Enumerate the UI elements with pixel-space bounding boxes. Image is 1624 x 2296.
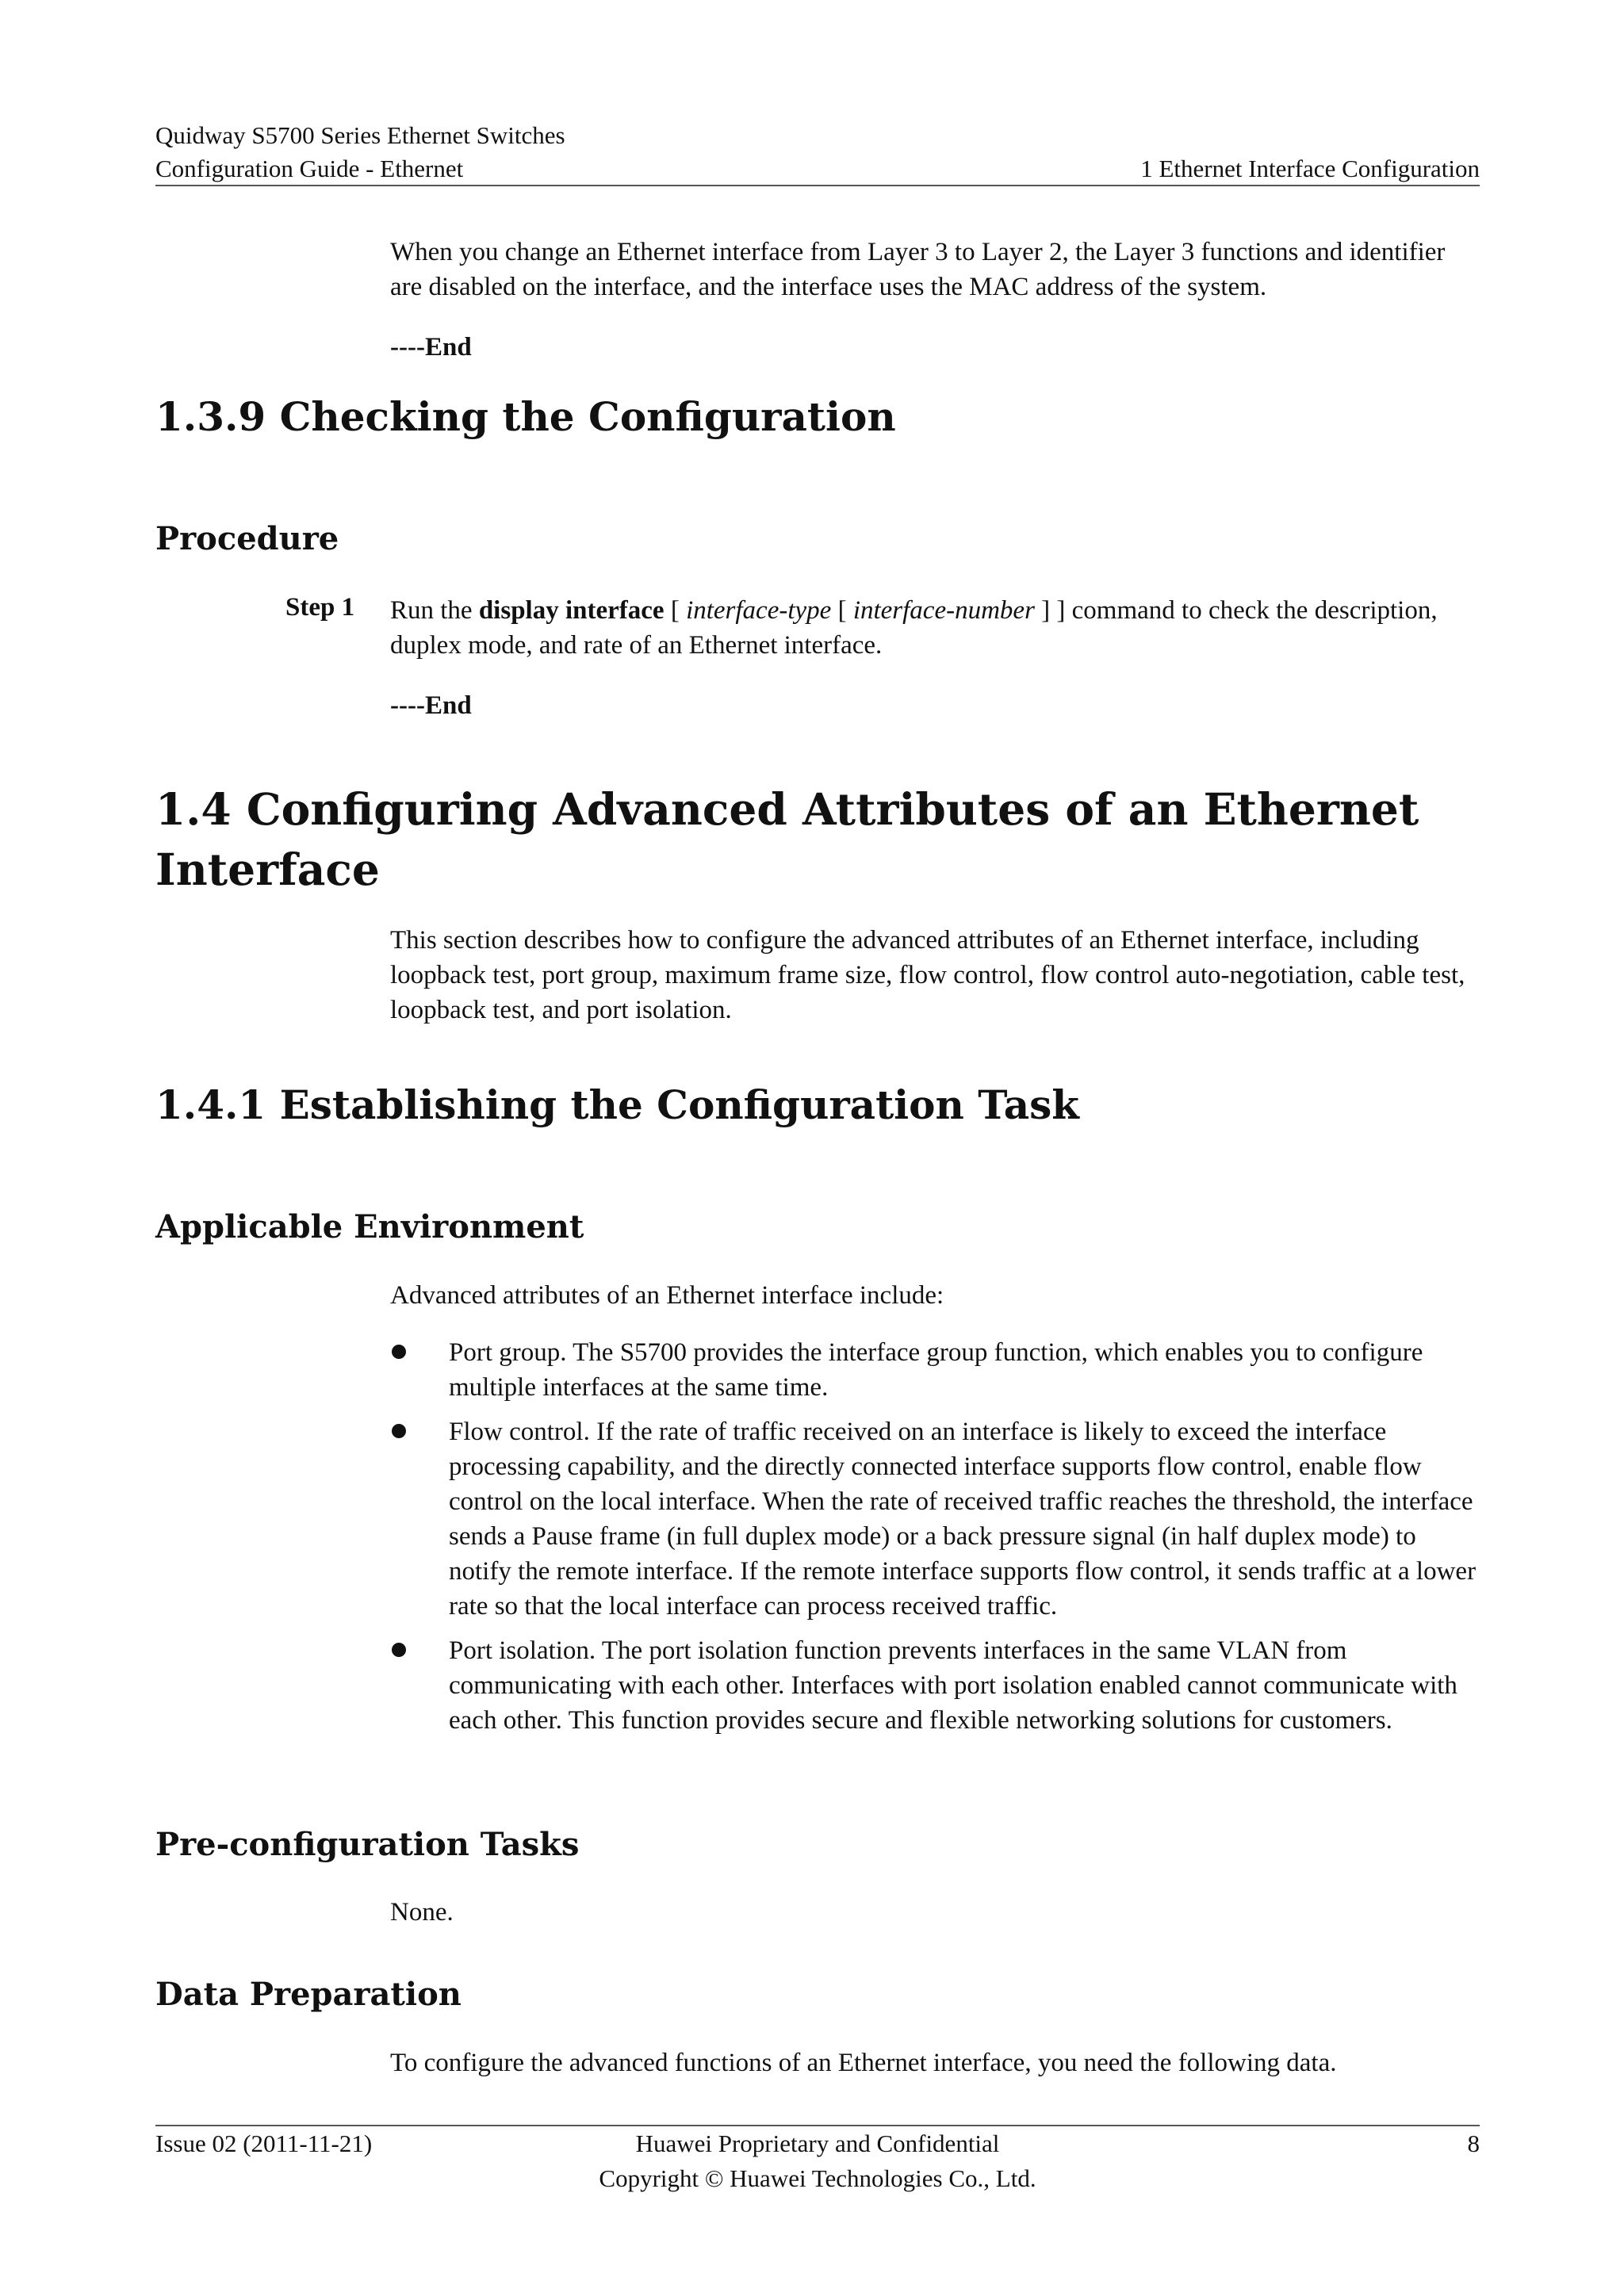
list-item-text: Port isolation. The port isolation function prevents interfaces in the same VLAN from communicating with each other. Interfaces with port isolation enabled cannot communicate with each other. This function provides secure and flexible networking solutions for customers.: [449, 1636, 1457, 1735]
bullet-dot-icon: [392, 1643, 406, 1657]
page-number: 8: [1467, 2130, 1480, 2157]
end-marker-2: ----End: [390, 691, 472, 720]
preconfiguration-text: None.: [390, 1898, 454, 1927]
end-marker: ----End: [390, 333, 472, 362]
step-bracket-1: [: [664, 596, 687, 625]
procedure-heading: Procedure: [155, 520, 339, 557]
footer-confidential: Huawei Proprietary and Confidential: [635, 2130, 1000, 2157]
step-bracket-2: [: [831, 596, 853, 625]
page-footer: [155, 2126, 1480, 2196]
bullet-dot-icon: [392, 1345, 406, 1359]
applicable-environment-heading: Applicable Environment: [155, 1208, 584, 1246]
step-label: Step 1: [285, 593, 355, 622]
env-intro: Advanced attributes of an Ethernet interface include:: [390, 1281, 944, 1310]
header-rule: [155, 185, 1480, 186]
step-arg-interface-number: interface-number: [852, 596, 1035, 625]
list-item: [390, 1414, 1480, 1624]
step-arg-interface-type: interface-type: [686, 596, 832, 625]
bullet-dot-icon: [392, 1424, 406, 1438]
list-item: [390, 1633, 1480, 1738]
step-run-text: Run the: [390, 596, 479, 625]
section-141-title: 1.4.1 Establishing the Configuration Task: [155, 1081, 1079, 1128]
footer-issue: Issue 02 (2011-11-21): [155, 2130, 373, 2157]
list-item-text: Flow control. If the rate of traffic received on an interface is likely to exceed the interface processing capability, and the directly connected interface supports flow control, enable flow control on the local interface. When the rate of received traffic reaches the threshold, the interface sends a Pause frame (in full duplex mode) or a back pressure signal (in half duplex mode) to notify the remote interface. If the remote interface supports flow control, it sends traffic at a lower rate so that the local interface can process received traffic.: [449, 1418, 1477, 1621]
list-item-text: Port group. The S5700 provides the interface group function, which enables you to configure multiple interfaces at the same time.: [449, 1338, 1423, 1402]
step-1-text: [390, 593, 1480, 663]
step-command: display interface: [478, 596, 665, 625]
section-14-title: 1.4 Configuring Advanced Attributes of an Ethernet Interface: [155, 783, 1419, 895]
step-rest-text: ] ] command to check the description, duplex mode, and rate of an Ethernet interface.: [390, 596, 1438, 660]
data-preparation-heading: Data Preparation: [155, 1976, 462, 2013]
footer-copyright: Copyright © Huawei Technologies Co., Ltd.: [599, 2164, 1036, 2192]
running-header: [155, 119, 1480, 186]
attributes-list: [390, 1335, 1480, 1747]
data-preparation-text: To configure the advanced functions of an Ethernet interface, you need the following data.: [390, 2049, 1337, 2077]
header-chapter: 1 Ethernet Interface Configuration: [1140, 155, 1480, 182]
section-14-description: This section describes how to configure the advanced attributes of an Ethernet interface, including loopback test, port group, maximum frame size, flow control, flow control auto-negotiation, cable test, loopback test, and port isolation.: [390, 926, 1465, 1024]
header-product: Quidway S5700 Series Ethernet Switches: [155, 121, 565, 149]
header-guide: Configuration Guide - Ethernet: [155, 155, 464, 182]
list-item: [390, 1335, 1480, 1405]
preconfiguration-heading: Pre-configuration Tasks: [155, 1826, 580, 1863]
section-139-title: 1.3.9 Checking the Configuration: [155, 393, 896, 440]
intro-paragraph: When you change an Ethernet interface from Layer 3 to Layer 2, the Layer 3 functions and identifier are disabled on the interface, and the interface uses the MAC address of the system.: [390, 238, 1446, 301]
